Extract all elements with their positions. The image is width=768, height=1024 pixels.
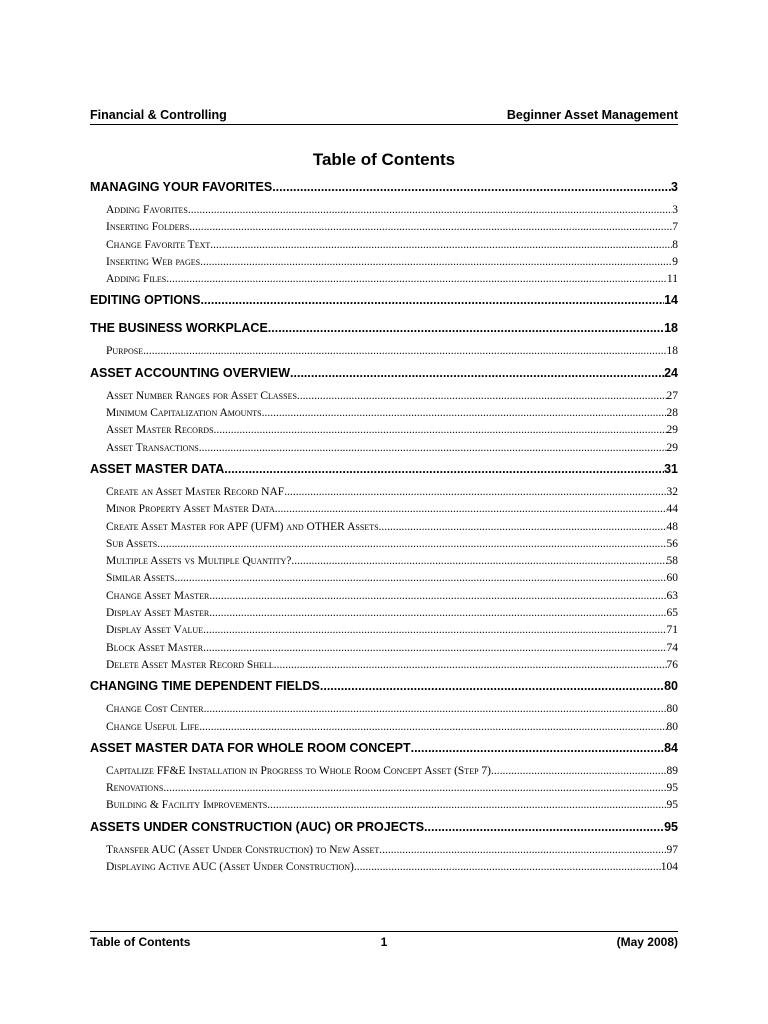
toc-entry[interactable] (90, 624, 678, 641)
dot-leader (163, 782, 666, 794)
toc-entry[interactable] (90, 555, 678, 572)
toc-entry[interactable] (90, 765, 678, 782)
toc-entry-page: 97 (666, 843, 678, 856)
toc-section-label: EDITING OPTIONS (90, 293, 201, 308)
toc-section[interactable] (90, 820, 678, 839)
dot-leader (209, 607, 666, 619)
toc-section-page: 18 (664, 321, 678, 336)
toc-entry-label: Block Asset Master (106, 641, 204, 654)
dot-leader (204, 703, 667, 715)
toc-entry-page: 9 (672, 255, 678, 268)
toc-entry-label: Capitalize FF&E Installation in Progress to Whole Room Concept Asset (Step 7) (106, 764, 491, 777)
dot-leader (200, 293, 664, 307)
toc-entry-page: 27 (666, 389, 678, 402)
toc-entry[interactable] (90, 572, 678, 589)
toc-entry[interactable] (90, 844, 678, 861)
footer-date: (May 2008) (616, 935, 678, 949)
dot-leader (203, 624, 666, 636)
dot-leader (166, 273, 667, 285)
toc-section-label: CHANGING TIME DEPENDENT FIELDS (90, 679, 320, 694)
page-footer (90, 931, 678, 949)
dot-leader (267, 799, 666, 811)
toc-entry[interactable] (90, 390, 678, 407)
dot-leader (209, 590, 666, 602)
toc-section-label: ASSET ACCOUNTING OVERVIEW (90, 365, 291, 380)
toc-entry-label: Transfer AUC (Asset Under Construction) to New Asset (106, 843, 380, 856)
dot-leader (290, 366, 664, 380)
toc-entry-page: 65 (666, 607, 678, 620)
toc-section-label: ASSETS UNDER CONSTRUCTION (AUC) OR PROJECTS (90, 819, 425, 834)
toc-entry-label: Similar Assets (106, 572, 175, 585)
toc-entry[interactable] (90, 256, 678, 273)
toc-entry[interactable] (90, 204, 678, 221)
toc-entry[interactable] (90, 642, 678, 659)
toc-entry[interactable] (90, 799, 678, 816)
toc-entry-page: 76 (666, 658, 678, 671)
toc-entry[interactable] (90, 721, 678, 738)
dot-leader (320, 679, 664, 693)
toc-section[interactable] (90, 741, 678, 760)
toc-section-label: ASSET MASTER DATA FOR WHOLE ROOM CONCEPT (90, 740, 411, 755)
dot-leader (224, 462, 664, 476)
toc-entry-label: Change Favorite Text (106, 238, 211, 251)
toc-entry-page: 60 (666, 572, 678, 585)
dot-leader (175, 572, 667, 584)
toc-entry[interactable] (90, 407, 678, 424)
table-of-contents (90, 177, 678, 878)
toc-section[interactable] (90, 366, 678, 385)
toc-entry-page: 28 (666, 407, 678, 420)
toc-section-label: ASSET MASTER DATA (90, 461, 225, 476)
toc-entry-label: Create Asset Master for APF (UFM) and OTHER Assets (106, 520, 379, 533)
toc-entry-label: Change Useful Life (106, 720, 200, 733)
toc-entry[interactable] (90, 424, 678, 441)
dot-leader (291, 555, 666, 567)
toc-entry-label: Sub Assets (106, 537, 158, 550)
toc-entry-label: Adding Files (106, 273, 167, 286)
toc-entry-label: Change Cost Center (106, 703, 204, 716)
toc-entry[interactable] (90, 782, 678, 799)
toc-section-label: MANAGING YOUR FAVORITES (90, 180, 273, 194)
toc-entry-label: Change Asset Master (106, 589, 210, 602)
dot-leader (274, 659, 667, 671)
toc-entry-page: 11 (666, 273, 678, 286)
toc-entry-page: 3 (672, 204, 678, 216)
dot-leader (411, 741, 665, 755)
toc-entry-page: 74 (666, 641, 678, 654)
toc-section-page: 31 (664, 461, 678, 476)
toc-section[interactable] (90, 679, 678, 698)
toc-entry-page: 95 (666, 782, 678, 795)
dot-leader (210, 239, 672, 251)
toc-section-page: 3 (671, 180, 678, 194)
toc-entry-label: Create an Asset Master Record NAF (106, 485, 285, 498)
toc-entry-page: 58 (666, 555, 678, 568)
dot-leader (284, 486, 666, 498)
toc-entry[interactable] (90, 607, 678, 624)
dot-leader (354, 861, 661, 873)
toc-entry-label: Minimum Capitalization Amounts (106, 407, 262, 420)
dot-leader (199, 721, 666, 733)
toc-entry-page: 48 (666, 520, 678, 533)
toc-entry-page: 8 (672, 238, 678, 251)
dot-leader (424, 820, 664, 834)
toc-entry-page: 29 (666, 424, 678, 437)
toc-entry[interactable] (90, 273, 678, 290)
toc-entry[interactable] (90, 239, 678, 256)
toc-entry-label: Adding Favorites (106, 204, 188, 216)
toc-section-page: 95 (664, 819, 678, 834)
toc-entry[interactable] (90, 861, 678, 878)
toc-entry-page: 89 (666, 764, 678, 777)
toc-entry-label: Inserting Folders (106, 221, 190, 234)
toc-entry-label: Displaying Active AUC (Asset Under Construction) (106, 861, 354, 874)
toc-entry-page: 18 (666, 345, 678, 358)
dot-leader (491, 765, 667, 777)
header-right: Beginner Asset Management (506, 108, 678, 122)
dot-leader (275, 503, 667, 515)
toc-entry-page: 71 (666, 624, 678, 637)
toc-entry-page: 95 (666, 799, 678, 812)
toc-entry-label: Asset Master Records (106, 424, 214, 437)
footer-left: Table of Contents (90, 935, 191, 949)
dot-leader (214, 424, 667, 436)
dot-leader (203, 642, 666, 654)
toc-entry-label: Multiple Assets vs Multiple Quantity? (106, 555, 292, 568)
toc-entry-label: Renovations (106, 782, 164, 795)
toc-section[interactable] (90, 462, 678, 481)
dot-leader (272, 180, 671, 194)
toc-entry-label: Purpose (106, 345, 144, 358)
dot-leader (143, 345, 666, 357)
toc-entry-label: Display Asset Value (106, 624, 204, 637)
toc-entry[interactable] (90, 521, 678, 538)
toc-entry[interactable] (90, 659, 678, 676)
dot-leader (262, 407, 667, 419)
page-number: 1 (380, 935, 388, 949)
toc-entry-page: 63 (666, 589, 678, 602)
toc-entry[interactable] (90, 703, 678, 720)
dot-leader (297, 390, 667, 402)
toc-entry[interactable] (90, 221, 678, 238)
toc-entry[interactable] (90, 442, 678, 459)
toc-entry-label: Delete Asset Master Record Shell (106, 658, 274, 671)
toc-section[interactable] (90, 180, 678, 199)
toc-entry-label: Inserting Web pages (106, 255, 201, 268)
toc-entry-label: Minor Property Asset Master Data (106, 503, 275, 516)
toc-section[interactable] (90, 321, 678, 340)
toc-entry[interactable] (90, 538, 678, 555)
toc-entry-page: 7 (672, 221, 678, 234)
toc-entry-label: Asset Number Ranges for Asset Classes (106, 389, 297, 402)
header-left: Financial & Controlling (90, 108, 227, 122)
page-header (90, 104, 678, 125)
toc-entry-page: 44 (666, 503, 678, 516)
toc-entry-label: Building & Facility Improvements (106, 799, 268, 812)
toc-entry-page: 80 (666, 720, 678, 733)
dot-leader (200, 256, 672, 268)
dot-leader (189, 221, 672, 233)
dot-leader (157, 538, 666, 550)
toc-section-page: 80 (664, 679, 678, 694)
dot-leader (379, 521, 667, 533)
toc-entry-label: Asset Transactions (106, 441, 199, 454)
dot-leader (188, 204, 672, 216)
toc-entry-page: 29 (666, 441, 678, 454)
toc-section-page: 84 (664, 740, 678, 755)
toc-entry-page: 80 (666, 703, 678, 716)
toc-entry[interactable] (90, 345, 678, 362)
toc-entry-page: 104 (660, 861, 678, 874)
toc-entry[interactable] (90, 486, 678, 503)
toc-section-page: 14 (664, 293, 678, 308)
page-title: Table of Contents (312, 150, 456, 169)
toc-entry-page: 56 (666, 537, 678, 550)
toc-section-page: 24 (664, 365, 678, 380)
toc-entry[interactable] (90, 503, 678, 520)
toc-entry-page: 32 (666, 485, 678, 498)
dot-leader (199, 442, 667, 454)
toc-section[interactable] (90, 293, 678, 312)
dot-leader (379, 844, 666, 856)
dot-leader (268, 321, 664, 335)
toc-entry[interactable] (90, 590, 678, 607)
toc-section-label: THE BUSINESS WORKPLACE (90, 321, 268, 336)
toc-entry-label: Display Asset Master (106, 607, 210, 620)
